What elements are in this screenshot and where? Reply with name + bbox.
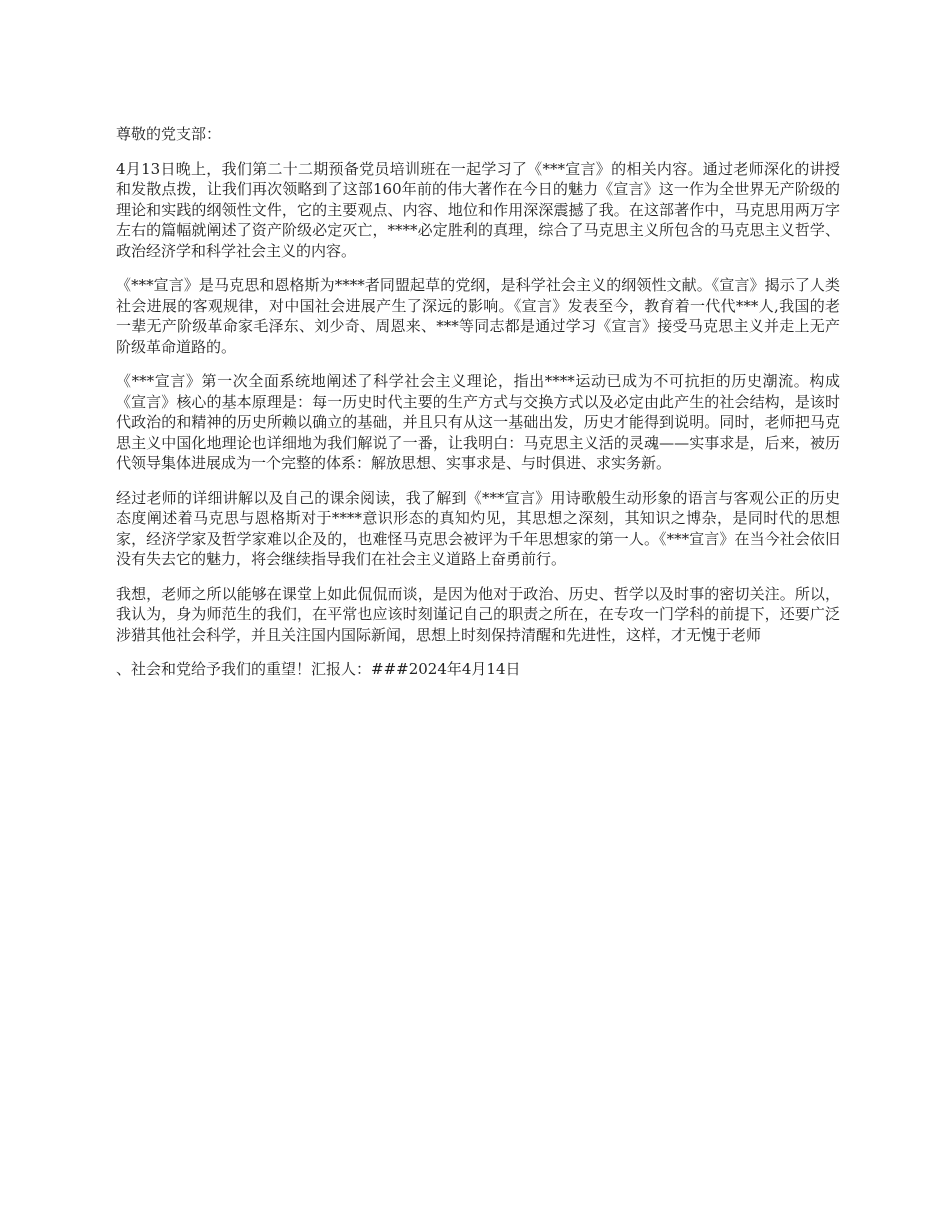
paragraph-5: 我想，老师之所以能够在课堂上如此侃侃而谈，是因为他对于政治、历史、哲学以及时事的密切关注。所以，我认为，身为师范生的我们，在平常也应该时刻谨记自己的职责之所在，在专攻一门学科的前提下，还要广泛涉猎其他社会科学，并且关注国内国际新闻，思想上时刻保持清醒和先进性，这样，才无愧于老师	[116, 584, 840, 644]
salutation: 尊敬的党支部：	[116, 125, 222, 143]
paragraph-3: 《***宣言》第一次全面系统地阐述了科学社会主义理论，指出****运动已成为不可抗拒的历史潮流。构成《宣言》核心的基本原理是：每一历史时代主要的生产方式与交换方式以及必定由此产生的社会结构，是该时代政治的和精神的历史所赖以确立的基础，并且只有从这一基础出发，历史才能得到说明。同时，老师把马克思主义中国化地理论也详细地为我们解说了一番，让我明白：马克思主义活的灵魂——实事求是，后来，被历代领导集体进展成为一个完整的体系：解放思想、实事求是、与时俱进、求实务新。	[116, 372, 840, 472]
paragraph-1: 4月13日晚上，我们第二十二期预备党员培训班在一起学习了《***宣言》的相关内容。通过老师深化的讲授和发散点拨，让我们再次领略到了这部160年前的伟大著作在今日的魅力《宣言》这一作为全世界无产阶级的理论和实践的纲领性文件，它的主要观点、内容、地位和作用深深震撼了我。在这部著作中，马克思用两万字左右的篇幅就阐述了资产阶级必定灭亡，****必定胜利的真理，综合了马克思主义所包含的马克思主义哲学、政治经济学和科学社会主义的内容。	[116, 159, 840, 260]
paragraph-2: 《***宣言》是马克思和恩格斯为****者同盟起草的党纲，是科学社会主义的纲领性文献。《宣言》揭示了人类社会进展的客观规律，对中国社会进展产生了深远的影响。《宣言》发表至今，教育着一代代***人,我国的老一辈无产阶级革命家毛泽东、刘少奇、周恩来、***等同志都是通过学习《宣言》接受马克思主义并走上无产阶级革命道路的。	[116, 276, 840, 356]
document-body	[116, 124, 840, 694]
closing-signature: 、社会和党给予我们的重望！汇报人：###2024年4月14日	[116, 660, 521, 678]
paragraph-4: 经过老师的详细讲解以及自己的课余阅读，我了解到《***宣言》用诗歌般生动形象的语言与客观公正的历史态度阐述着马克思与恩格斯对于****意识形态的真知灼见，其思想之深刻，其知识之博杂，是同时代的思想家，经济学家及哲学家难以企及的，也难怪马克思会被评为千年思想家的第一人。《***宣言》在当今社会依旧没有失去它的魅力，将会继续指导我们在社会主义道路上奋勇前行。	[116, 488, 840, 568]
